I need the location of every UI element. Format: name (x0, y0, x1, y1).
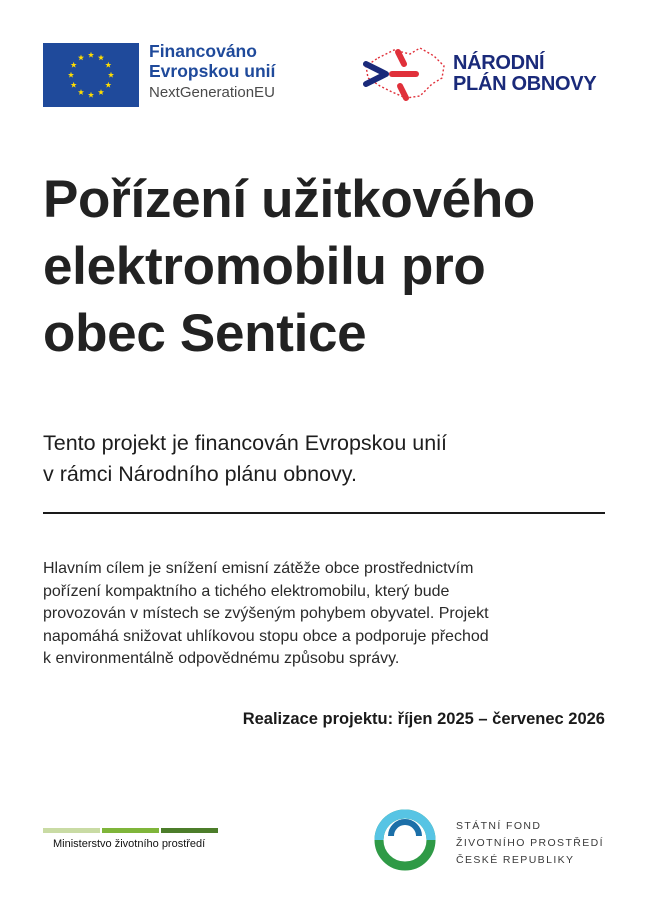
sfzp-line3: ČESKÉ REPUBLIKY (456, 854, 575, 866)
npo-mark-icon (358, 44, 450, 106)
sfzp-line1: STÁTNÍ FOND (456, 820, 542, 832)
sfzp-name (456, 818, 604, 869)
subtitle (43, 428, 613, 490)
eu-logo-line1: Financováno (149, 41, 257, 61)
ministry-bar-3 (161, 828, 218, 833)
body-line1: Hlavním cílem je snížení emisní zátěže obce prostřednictvím (43, 560, 474, 577)
sfzp-ring-icon (373, 808, 437, 872)
title-line1: Pořízení užitkového (43, 170, 535, 229)
realization-period: Realizace projektu: říjen 2025 – červenec 2026 (242, 710, 605, 728)
subtitle-line2: v rámci Národního plánu obnovy. (43, 462, 357, 486)
body-line5: k environmentálně odpovědnému způsobu správy. (43, 650, 400, 667)
eu-logo-line2: Evropskou unií (149, 61, 276, 82)
body-line2: pořízení kompaktního a tichého elektromobilu, který bude (43, 582, 450, 600)
npo-logo-line1: NÁRODNÍ (453, 52, 545, 74)
eu-logo-line3: NextGenerationEU (149, 84, 275, 102)
body-line3: provozován v místech se zvýšeným pohybem obyvatel. Projekt (43, 605, 489, 622)
divider (43, 512, 605, 514)
ministry-name: Ministerstvo životního prostředí (53, 838, 206, 850)
sfzp-line2: ŽIVOTNÍHO PROSTŘEDÍ (456, 837, 604, 849)
ministry-bars (43, 828, 218, 833)
page-title (43, 166, 623, 367)
body-paragraph (43, 558, 583, 671)
eu-logo-text (149, 41, 275, 102)
subtitle-line1: Tento projekt je financován Evropskou unií (43, 431, 447, 455)
body-line4: napomáhá snižovat uhlíkovou stopu obce a podporuje přechod (43, 627, 489, 645)
ministry-bar-2 (102, 828, 159, 833)
eu-flag-icon (43, 43, 139, 107)
title-line3: obec Sentice (43, 304, 367, 363)
ministry-bar-1 (43, 828, 100, 833)
title-line2: elektromobilu pro (43, 237, 486, 296)
npo-logo-line2: PLÁN OBNOVY (453, 73, 597, 95)
npo-logo-text (453, 53, 596, 95)
